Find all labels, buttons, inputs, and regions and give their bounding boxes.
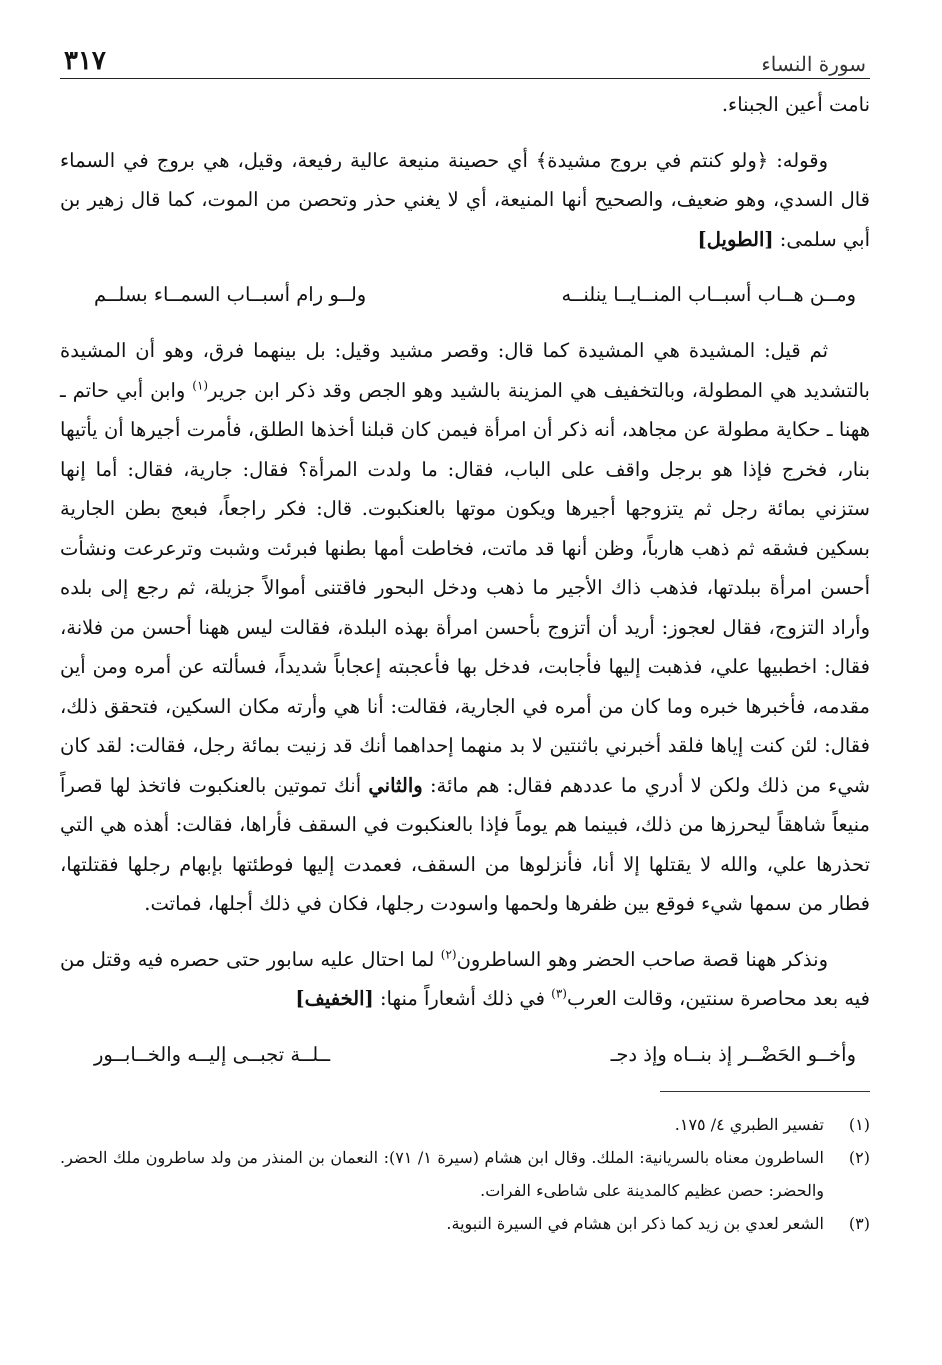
verse-hemistich-first: وأخــو الحَضْــر إذ بنــاه وإذ دجـ — [610, 1042, 856, 1066]
paragraph-1 — [60, 141, 870, 260]
footnote-item — [60, 1108, 870, 1141]
footnote-text: تفسير الطبري ٤/ ١٧٥. — [674, 1114, 824, 1134]
paragraph-2 — [60, 331, 870, 924]
book-page — [60, 36, 870, 1345]
meter-tag: [الطويل] — [697, 227, 774, 251]
continuation-line: نامت أعين الجبناء. — [721, 93, 870, 116]
footnote-item — [60, 1141, 870, 1207]
footnote-text: الساطرون معناه بالسريانية: الملك. وقال ابن هشام (سيرة ١/ ٧١): النعمان بن المنذر من ولد ساطرون ملك الحضر. والحضر: حصن عظيم كالمدينة على شاطىء الفرات. — [60, 1147, 825, 1200]
poem-verse-1 — [60, 275, 870, 315]
surah-title: سورة النساء — [761, 52, 866, 76]
paragraph-3-text: ونذكر ههنا قصة صاحب الحضر وهو الساطرون — [456, 947, 828, 971]
paragraph-3 — [60, 940, 870, 1019]
footnote-ref[interactable]: (١) — [192, 378, 209, 392]
page-header — [60, 36, 870, 79]
footnote-number: (٣) — [848, 1213, 870, 1233]
paragraph-2-text-continued: وابن أبي حاتم ـ ههنا ـ حكاية مطولة عن مجاهد، أنه ذكر أن امرأة فيمن كان قبلنا أخذها الطلق، فأمرت أجيرها أن يأتيها بنار، فخرج فإذا هو برجل واقف على الباب، فقال: ما ولدت المرأة؟ فقال: جارية، فقال: أما إنها ستزني بمائة رجل ثم يتزوجها أجيرها ويكون موتها بالعنكبوت. قال: فكر راجعاً، فبعج بطن الجارية بسكين فشقه ثم ذهب هارباً، وظن أنها قد ماتت، فخاطت أمها بطنها فبرئت وشبت وترعرعت ونشأت أحسن امرأة ببلدتها، فذهب ذاك الأجير ما ذهب ودخل البحور فاقتنى أموالاً جزيلة، ثم رجع إلى بلده وأراد التزوج، فقال لعجوز: أريد أن أتزوج بأحسن امرأة بهذه البلدة، فقالت ليس ههنا أحسن من فلانة، فقال: اخطبيها علي، فذهبت إليها فأجابت، فدخل بها فأعجبته إعجاباً شديداً، فسألته عن أمره ومن أين مقدمه، فأخبرها خبره وما كان من أمره في الجارية، فقالت: أنا هي وأرته مكان السكين، فتحقق ذلك، فقال: لئن كنت إياها فلقد أخبرني باثنتين لا بد منهما إحداهما أنك قد زنيت بمائة رجل، فقالت: لقد كان شيء من ذلك ولكن لا أدري ما عددهم فقال: هم مائة: — [60, 378, 870, 797]
paragraph-2-text: ثم قيل: المشيدة هي المشيدة كما قال: وقصر مشيد وقيل: بل بينهما فرق، وهو أن المشيدة بالتشديد هي المطولة، وبالتخفيف هي المزينة بالشيد وهو الجص وقد ذكر ابن جرير — [60, 339, 870, 402]
footnote-ref[interactable]: (٢) — [440, 947, 457, 961]
paragraph-3-text-end: في ذلك أشعاراً منها: — [373, 987, 552, 1010]
paragraph-2-text-end: أنك تموتين بالعنكبوت فاتخذ لها قصراً منيعاً شاهقاً ليحرزها من ذلك، فبينما هم يوماً فإذا بالعنكبوت في السقف فأراها، فقالت: أهذه هي التي تحذرها علي، والله لا يقتلها إلا أنا، فأنزلوها من السقف، فعمدت إليها فوطئتها بإبهام رجلها فقتلتها، فطار من سمها شيء فوقع بين ظفرها ولحمها واسودت رجلها، فكان في ذلك أجلها، فماتت. — [60, 773, 870, 915]
footnote-item — [60, 1207, 870, 1240]
paragraph-3-text-continued: لما احتال عليه سابور حتى حصره فيه وقتل من فيه بعد محاصرة سنتين، وقالت العرب — [60, 947, 870, 1010]
footnote-number: (١) — [848, 1114, 870, 1134]
footnote-ref[interactable]: (٣) — [551, 986, 567, 1001]
footnote-number: (٢) — [848, 1147, 870, 1167]
page-number: ٣١٧ — [64, 46, 106, 76]
footnote-text: الشعر لعدي بن زيد كما ذكر ابن هشام في السيرة النبوية. — [446, 1213, 824, 1233]
paragraph-1-text: وقوله: ﴿ولو كنتم في بروج مشيدة﴾ أي حصينة منيعة عالية رفيعة، وقيل، هي بروج في السماء قال السدي، وهو ضعيف، والصحيح أنها المنيعة، أي لا يغني حذر وتحصن من الموت، كما قال زهير بن أبي سلمى: — [60, 148, 870, 251]
page-body — [60, 85, 870, 1075]
poem-verse-2 — [60, 1035, 870, 1075]
footnotes — [60, 1108, 870, 1240]
verse-hemistich-second: ولــو رام أسبــاب السمــاء بسلــم — [94, 283, 367, 306]
footnote-divider — [660, 1091, 870, 1092]
meter-tag: [الخفيف] — [295, 987, 374, 1010]
verse-hemistich-second: ــلــة تجبــى إليــه والخــابــور — [94, 1042, 331, 1066]
emphasis-text: والثاني — [368, 773, 423, 797]
verse-hemistich-first: ومــن هــاب أسبــاب المنــايــا ينلنــه — [561, 283, 856, 306]
